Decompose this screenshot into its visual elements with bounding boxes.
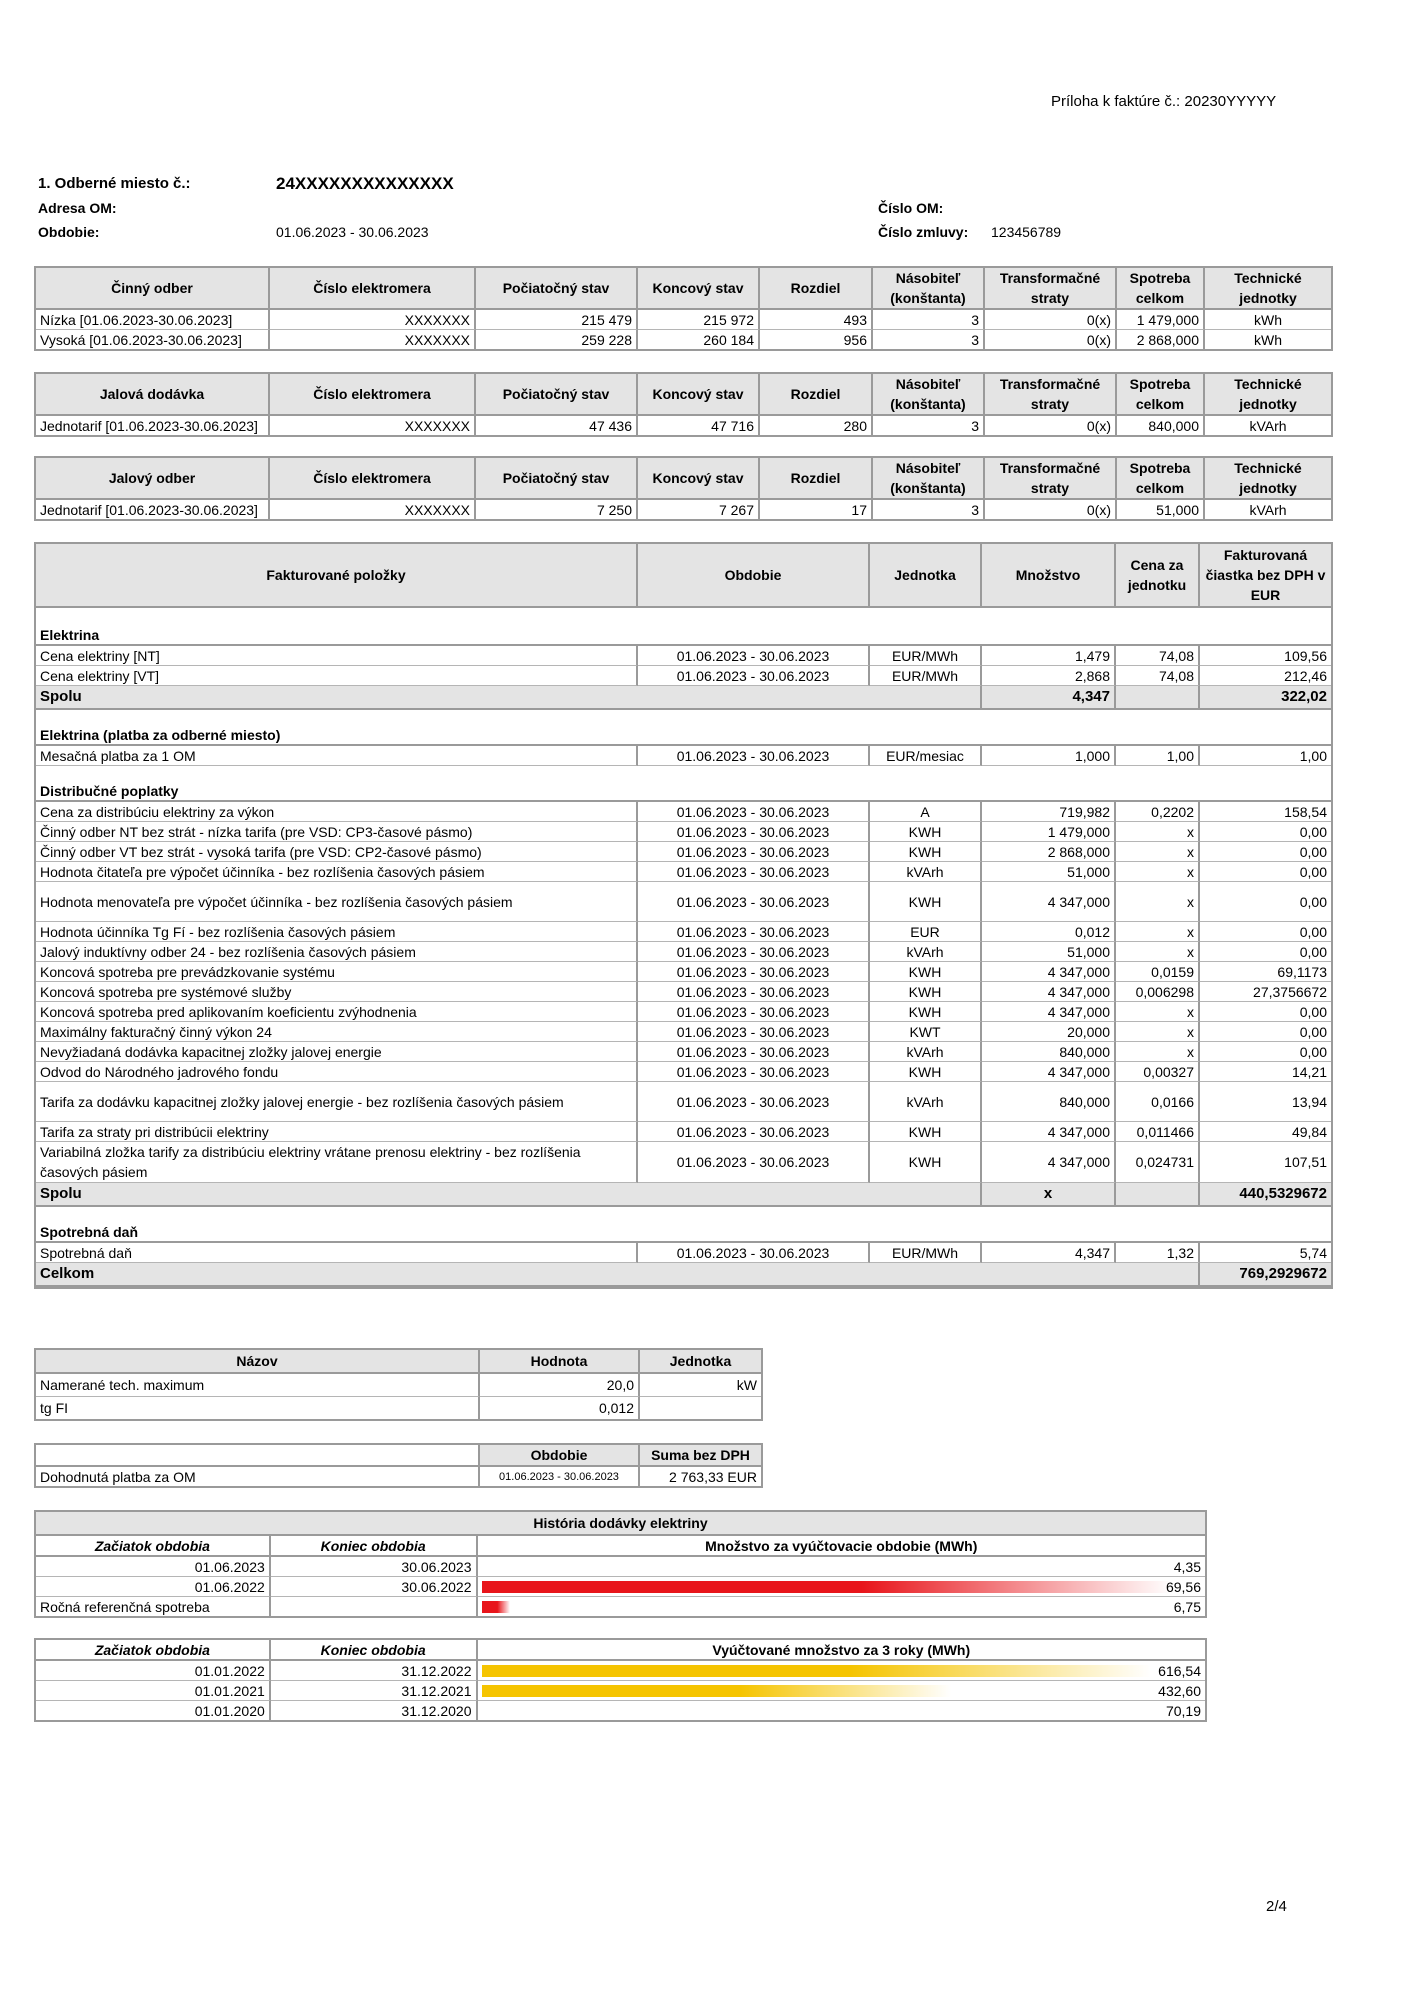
- column-header: Transformačné straty: [985, 374, 1117, 416]
- table-cell: Hodnota menovateľa pre výpočet účinníka - bez rozlíšenia časových pásiem: [36, 882, 638, 922]
- table-cell: 01.06.2023 - 30.06.2023: [638, 982, 870, 1002]
- contract-value: 123456789: [991, 224, 1062, 240]
- column-header: Rozdiel: [760, 374, 873, 416]
- bar-value: 69,56: [1165, 1578, 1201, 1595]
- table-cell: 01.06.2023 - 30.06.2023: [638, 1062, 870, 1082]
- table-cell: Spotrebná daň: [36, 1243, 638, 1263]
- table-cell: 14,21: [1200, 1062, 1331, 1082]
- table-row: [36, 822, 1331, 842]
- table-cell: KWH: [870, 1142, 982, 1183]
- table-cell: 01.06.2022: [36, 1577, 271, 1597]
- table-cell: 109,56: [1200, 646, 1331, 666]
- table-cell: 0,00: [1200, 842, 1331, 862]
- table-cell: Namerané tech. maximum: [36, 1374, 480, 1397]
- om-number-label: Číslo OM:: [878, 200, 944, 216]
- table-cell: 0,00: [1200, 1022, 1331, 1042]
- table-row: [36, 310, 1331, 330]
- table-cell: Mesačná platba za 1 OM: [36, 746, 638, 766]
- table-cell: KWH: [870, 1002, 982, 1022]
- column-header: Koniec obdobia: [271, 1640, 478, 1661]
- column-header: Jalový odber: [36, 458, 270, 500]
- column-header: Technické jednotky: [1205, 458, 1331, 500]
- table-cell: 49,84: [1200, 1122, 1331, 1142]
- table-cell: 4 347,000: [982, 1142, 1116, 1183]
- table-cell: x: [1116, 862, 1200, 882]
- table-row: [36, 1661, 1205, 1681]
- column-header: Rozdiel: [760, 458, 873, 500]
- table-row: [36, 882, 1331, 922]
- table-cell: 2,868: [982, 666, 1116, 686]
- table-cell: 0,00: [1200, 862, 1331, 882]
- column-header: Jednotka: [640, 1350, 761, 1374]
- table-cell: 01.06.2023 - 30.06.2023: [638, 962, 870, 982]
- table-cell: Maximálny fakturačný činný výkon 24: [36, 1022, 638, 1042]
- column-header: Násobiteľ (konštanta): [873, 458, 985, 500]
- table-cell: x: [1116, 882, 1200, 922]
- table-cell: XXXXXXX: [270, 500, 476, 519]
- grand-total-row: Celkom 769,2929672: [36, 1263, 1331, 1287]
- column-header: Obdobie: [638, 544, 870, 608]
- table-cell: 01.06.2023 - 30.06.2023: [638, 666, 870, 686]
- table-cell: 01.06.2023 - 30.06.2023: [638, 882, 870, 922]
- table-cell: 956: [760, 330, 873, 349]
- table-cell: 30.06.2023: [271, 1557, 478, 1577]
- table-cell: 4 347,000: [982, 1122, 1116, 1142]
- table-cell: 51,000: [982, 942, 1116, 962]
- table-cell: KWH: [870, 962, 982, 982]
- bar-value: 616,54: [1158, 1662, 1201, 1679]
- table-cell: 01.06.2023 - 30.06.2023: [638, 942, 870, 962]
- table-cell: 74,08: [1116, 666, 1200, 686]
- table-cell: kVArh: [1249, 501, 1287, 518]
- column-header: Spotreba celkom: [1117, 458, 1205, 500]
- column-header: Hodnota: [480, 1350, 640, 1374]
- om-value: 24XXXXXXXXXXXXXX: [276, 174, 454, 193]
- column-header: Číslo elektromera: [270, 268, 476, 310]
- table-cell: x: [1116, 942, 1200, 962]
- table-cell: kWh: [1254, 331, 1282, 348]
- table-cell: 0(x): [985, 330, 1117, 349]
- history-title: História dodávky elektriny: [36, 1512, 1205, 1536]
- table-cell: 3: [873, 330, 985, 349]
- table-cell: 51,000: [982, 862, 1116, 882]
- period-label: Obdobie:: [38, 224, 100, 240]
- table-row: [36, 416, 1331, 435]
- table-cell: Nevyžiadaná dodávka kapacitnej zložky jalovej energie: [36, 1042, 638, 1062]
- table-cell: x: [1116, 842, 1200, 862]
- table-cell: Koncová spotreba pre systémové služby: [36, 982, 638, 1002]
- bar-value: 432,60: [1158, 1682, 1201, 1699]
- table-cell: EUR/mesiac: [870, 746, 982, 766]
- table-cell: 31.12.2022: [271, 1661, 478, 1681]
- table-cell: 4 347,000: [982, 962, 1116, 982]
- table-cell: 1,32: [1116, 1243, 1200, 1263]
- bar-value: 4,35: [1173, 1558, 1201, 1575]
- table-cell: 0,00: [1200, 922, 1331, 942]
- column-header: Transformačné straty: [985, 458, 1117, 500]
- table-cell: 7 250: [476, 500, 638, 519]
- section-title: Elektrina (platba za odberné miesto): [36, 722, 1331, 746]
- table-cell: A: [870, 802, 982, 822]
- bar-cell: [478, 1661, 1206, 1681]
- table-cell: 0,00: [1200, 942, 1331, 962]
- table-cell: 215 479: [476, 310, 638, 330]
- column-header: Fakturované položky: [36, 544, 638, 608]
- bar-value: 70,19: [1165, 1702, 1201, 1719]
- table-cell: kVArh: [870, 942, 982, 962]
- table-cell: 20,0: [480, 1374, 640, 1397]
- table-cell: 3: [873, 416, 985, 435]
- table-row: [36, 1142, 1331, 1183]
- table-cell: KWH: [870, 822, 982, 842]
- column-header: Počiatočný stav: [476, 458, 638, 500]
- table-cell: 01.06.2023 - 30.06.2023: [638, 1142, 870, 1183]
- column-header: Technické jednotky: [1205, 268, 1331, 310]
- table-cell: 107,51: [1200, 1142, 1331, 1183]
- table-cell: 01.06.2023 - 30.06.2023: [638, 822, 870, 842]
- table-cell: 212,46: [1200, 666, 1331, 686]
- bar-cell: [478, 1557, 1206, 1577]
- active-consumption-table: [34, 266, 1333, 351]
- table-cell: 0,2202: [1116, 802, 1200, 822]
- table-cell: 20,000: [982, 1022, 1116, 1042]
- table-cell: 27,3756672: [1200, 982, 1331, 1002]
- table-cell: 01.06.2023 - 30.06.2023: [638, 862, 870, 882]
- period-value: 01.06.2023 - 30.06.2023: [276, 224, 429, 240]
- table-cell: Jednotarif [01.06.2023-30.06.2023]: [36, 500, 270, 519]
- column-header: Jednotka: [870, 544, 982, 608]
- table-row: [36, 802, 1331, 822]
- table-row: [36, 1082, 1331, 1122]
- bar-cell: [478, 1701, 1206, 1720]
- table-cell: x: [1116, 1022, 1200, 1042]
- column-header: Množstvo: [982, 544, 1116, 608]
- table-cell: KWH: [870, 1122, 982, 1142]
- table-cell: 1 479,000: [1117, 310, 1205, 330]
- table-cell: [271, 1597, 478, 1616]
- table-row: [36, 1002, 1331, 1022]
- column-header: Koncový stav: [638, 458, 760, 500]
- column-header: Násobiteľ (konštanta): [873, 268, 985, 310]
- table-cell: 493: [760, 310, 873, 330]
- table-row: [36, 1243, 1331, 1263]
- table-cell: 01.06.2023 - 30.06.2023: [638, 922, 870, 942]
- address-label: Adresa OM:: [38, 200, 117, 216]
- table-cell: x: [1116, 922, 1200, 942]
- table-row: [36, 1701, 1205, 1720]
- table-cell: kWh: [1205, 310, 1331, 330]
- table-cell: 719,982: [982, 802, 1116, 822]
- table-cell: 01.06.2023 - 30.06.2023: [638, 746, 870, 766]
- table-cell: XXXXXXX: [270, 310, 476, 330]
- table-cell: 13,94: [1200, 1082, 1331, 1122]
- table-row: [36, 330, 1331, 349]
- bar-cell: [478, 1577, 1206, 1597]
- table-cell: XXXXXXX: [270, 330, 476, 349]
- column-header: Násobiteľ (konštanta): [873, 374, 985, 416]
- table-cell: tg FI: [36, 1397, 480, 1419]
- table-row: [36, 1557, 1205, 1577]
- table-cell: 0(x): [985, 500, 1117, 519]
- table-cell: 4 347,000: [982, 1062, 1116, 1082]
- table-cell: 01.06.2023 - 30.06.2023: [638, 802, 870, 822]
- table-row: [36, 862, 1331, 882]
- table-cell: 0,00: [1200, 1002, 1331, 1022]
- table-cell: 0,00: [1200, 882, 1331, 922]
- table-cell: x: [1116, 822, 1200, 842]
- column-header: Číslo elektromera: [270, 458, 476, 500]
- table-cell: 51,000: [1117, 500, 1205, 519]
- table-cell: 01.06.2023: [36, 1557, 271, 1577]
- table-cell: 4 347,000: [982, 1002, 1116, 1022]
- table-row: [36, 646, 1331, 666]
- table-row: [36, 962, 1331, 982]
- table-cell: 01.06.2023 - 30.06.2023: [638, 1243, 870, 1263]
- column-header: Rozdiel: [760, 268, 873, 310]
- table-cell: 0,0159: [1116, 962, 1200, 982]
- table-row: [36, 922, 1331, 942]
- table-cell: 1,00: [1200, 746, 1331, 766]
- table-cell: 01.06.2023 - 30.06.2023: [638, 646, 870, 666]
- table-cell: 3: [873, 310, 985, 330]
- table-row: [36, 1681, 1205, 1701]
- table-row: [36, 1577, 1205, 1597]
- table-row: [36, 1062, 1331, 1082]
- table-row: [36, 1022, 1331, 1042]
- table-cell: 2 868,000: [1117, 330, 1205, 349]
- page-number: 2/4: [1266, 1898, 1287, 1915]
- column-header: Fakturovaná čiastka bez DPH v EUR: [1200, 544, 1331, 608]
- table-cell: KWT: [870, 1022, 982, 1042]
- table-cell: EUR/MWh: [870, 666, 982, 686]
- table-cell: Vysoká [01.06.2023-30.06.2023]: [36, 330, 270, 349]
- table-cell: EUR/MWh: [870, 1243, 982, 1263]
- table-cell: 158,54: [1200, 802, 1331, 822]
- table-cell: 01.06.2023 - 30.06.2023: [638, 1042, 870, 1062]
- table-cell: Tarifa za dodávku kapacitnej zložky jalovej energie - bez rozlíšenia časových pásiem: [36, 1082, 638, 1122]
- table-cell: 69,1173: [1200, 962, 1331, 982]
- table-cell: 31.12.2021: [271, 1681, 478, 1701]
- column-header: Koniec obdobia: [271, 1536, 478, 1557]
- reactive-supply-table: [34, 372, 1333, 437]
- column-header: Množstvo za vyúčtovacie obdobie (MWh): [478, 1536, 1206, 1557]
- table-cell: 0(x): [985, 310, 1117, 330]
- column-header: Číslo elektromera: [270, 374, 476, 416]
- table-cell: x: [1116, 1002, 1200, 1022]
- billing-items-table: [34, 542, 1333, 1289]
- section-title: Spotrebná daň: [36, 1219, 1331, 1243]
- table-cell: 0,0166: [1116, 1082, 1200, 1122]
- agreed-payment-table: [34, 1443, 763, 1488]
- history-table: [34, 1510, 1207, 1618]
- table-cell: 17: [760, 500, 873, 519]
- column-header: Počiatočný stav: [476, 268, 638, 310]
- column-header: Začiatok obdobia: [36, 1640, 271, 1661]
- contract-label: Číslo zmluvy:: [878, 224, 969, 240]
- column-header: Koncový stav: [638, 374, 760, 416]
- table-cell: Dohodnutá platba za OM: [36, 1467, 480, 1486]
- column-header: Činný odber: [36, 268, 270, 310]
- bar-cell: [478, 1597, 1206, 1616]
- table-cell: Jalový induktívny odber 24 - bez rozlíšenia časových pásiem: [36, 942, 638, 962]
- table-cell: [640, 1397, 761, 1419]
- table-cell: kVArh: [870, 862, 982, 882]
- column-header: Spotreba celkom: [1117, 268, 1205, 310]
- table-cell: 01.01.2021: [36, 1681, 271, 1701]
- table-cell: 2 763,33 EUR: [669, 1468, 757, 1485]
- table-cell: 1,00: [1116, 746, 1200, 766]
- table-cell: kVArh: [870, 1082, 982, 1122]
- history-bar: [482, 1665, 1151, 1677]
- table-cell: 01.06.2023 - 30.06.2023: [638, 1082, 870, 1122]
- table-cell: 1,000: [982, 746, 1116, 766]
- column-header: Začiatok obdobia: [36, 1536, 271, 1557]
- column-header: Spotreba celkom: [1117, 374, 1205, 416]
- column-header: Transformačné straty: [985, 268, 1117, 310]
- table-cell: x: [1116, 1042, 1200, 1062]
- table-cell: 30.06.2022: [271, 1577, 478, 1597]
- table-cell: 0,024731: [1116, 1142, 1200, 1183]
- table-cell: 259 228: [476, 330, 638, 349]
- table-cell: 2 868,000: [982, 842, 1116, 862]
- table-row: [36, 1374, 761, 1397]
- column-header: Názov: [36, 1350, 480, 1374]
- table-cell: Tarifa za straty pri distribúcii elektriny: [36, 1122, 638, 1142]
- table-cell: 5,74: [1200, 1243, 1331, 1263]
- table-cell: KWH: [870, 882, 982, 922]
- table-cell: Nízka [01.06.2023-30.06.2023]: [36, 310, 270, 330]
- column-header: Koncový stav: [638, 268, 760, 310]
- table-cell: 0,012: [480, 1397, 640, 1419]
- history-3y-table: [34, 1638, 1207, 1722]
- table-cell: EUR/MWh: [870, 646, 982, 666]
- table-cell: 3: [873, 500, 985, 519]
- table-cell: 01.06.2023 - 30.06.2023: [638, 842, 870, 862]
- table-cell: 47 716: [638, 416, 760, 435]
- table-cell: 1,479: [982, 646, 1116, 666]
- table-cell: 31.12.2020: [271, 1701, 478, 1720]
- om-label: 1. Odberné miesto č.:: [38, 175, 191, 192]
- table-cell: 74,08: [1116, 646, 1200, 666]
- table-cell: 1 479,000: [982, 822, 1116, 842]
- table-cell: 4,347: [982, 1243, 1116, 1263]
- table-row: [36, 1467, 761, 1486]
- table-cell: KWH: [870, 982, 982, 1002]
- section-title: Distribučné poplatky: [36, 778, 1331, 802]
- table-cell: 0,00: [1200, 1042, 1331, 1062]
- column-header: Počiatočný stav: [476, 374, 638, 416]
- table-row: [36, 1042, 1331, 1062]
- table-row: [36, 942, 1331, 962]
- column-header: Technické jednotky: [1205, 374, 1331, 416]
- table-cell: kVArh: [870, 1042, 982, 1062]
- table-cell: Koncová spotreba pred aplikovaním koeficientu zvýhodnenia: [36, 1002, 638, 1022]
- table-cell: Koncová spotreba pre prevádzkovanie systému: [36, 962, 638, 982]
- table-row: [36, 666, 1331, 686]
- table-cell: 260 184: [638, 330, 760, 349]
- table-cell: 840,000: [1117, 416, 1205, 435]
- column-header: Suma bez DPH: [640, 1445, 761, 1467]
- section-title: Elektrina: [36, 622, 1331, 646]
- table-cell: Cena elektriny [VT]: [36, 666, 638, 686]
- table-cell: Hodnota účinníka Tg Fí - bez rozlíšenia časových pásiem: [36, 922, 638, 942]
- table-cell: 0,00327: [1116, 1062, 1200, 1082]
- attachment-label: Príloha k faktúre č.: 20230YYYYY: [1051, 93, 1277, 110]
- table-row: [36, 1397, 761, 1419]
- table-cell: 4 347,000: [982, 982, 1116, 1002]
- table-cell: KWH: [870, 842, 982, 862]
- table-cell: Ročná referenčná spotreba: [36, 1597, 271, 1616]
- table-cell: XXXXXXX: [270, 416, 476, 435]
- table-cell: 4 347,000: [982, 882, 1116, 922]
- bar-value: 6,75: [1173, 1598, 1201, 1615]
- table-cell: EUR: [870, 922, 982, 942]
- table-cell: 0(x): [985, 416, 1117, 435]
- table-cell: Činný odber NT bez strát - nízka tarifa (pre VSD: CP3-časové pásmo): [36, 822, 638, 842]
- table-row: [36, 1122, 1331, 1142]
- table-cell: 280: [760, 416, 873, 435]
- table-cell: 01.06.2023 - 30.06.2023: [638, 1022, 870, 1042]
- column-header: Cena za jednotku: [1116, 544, 1200, 608]
- column-header: Jalová dodávka: [36, 374, 270, 416]
- history-bar: [482, 1581, 1172, 1593]
- table-row: [36, 746, 1331, 766]
- table-cell: kW: [640, 1374, 761, 1397]
- history-bar: [482, 1601, 510, 1613]
- table-cell: 01.01.2020: [36, 1701, 271, 1720]
- history-bar: [482, 1685, 951, 1697]
- table-cell: 0,011466: [1116, 1122, 1200, 1142]
- table-cell: 840,000: [982, 1042, 1116, 1062]
- sum-row: Spolu 4,347 322,02: [36, 686, 1331, 710]
- table-cell: 0,012: [982, 922, 1116, 942]
- bar-cell: [478, 1681, 1206, 1701]
- table-cell: Variabilná zložka tarify za distribúciu elektriny vrátane prenosu elektriny - bez rozlíšenia časových pásiem: [36, 1142, 638, 1183]
- sum-row: Spolu x 440,5329672: [36, 1183, 1331, 1207]
- table-cell: Cena za distribúciu elektriny za výkon: [36, 802, 638, 822]
- table-cell: 215 972: [638, 310, 760, 330]
- table-cell: 01.01.2022: [36, 1661, 271, 1681]
- table-row: [36, 842, 1331, 862]
- table-row: [36, 1597, 1205, 1616]
- table-cell: kVArh: [1249, 417, 1287, 434]
- table-cell: 7 267: [638, 500, 760, 519]
- reactive-draw-table: [34, 456, 1333, 521]
- table-cell: 47 436: [476, 416, 638, 435]
- table-cell: Hodnota čitateľa pre výpočet účinníka - bez rozlíšenia časových pásiem: [36, 862, 638, 882]
- table-cell: KWH: [870, 1062, 982, 1082]
- table-cell: 01.06.2023 - 30.06.2023: [638, 1002, 870, 1022]
- table-cell: 01.06.2023 - 30.06.2023: [480, 1467, 640, 1486]
- table-cell: 0,006298: [1116, 982, 1200, 1002]
- tech-values-table: [34, 1348, 763, 1421]
- table-row: [36, 500, 1331, 519]
- table-cell: 840,000: [982, 1082, 1116, 1122]
- table-cell: Činný odber VT bez strát - vysoká tarifa (pre VSD: CP2-časové pásmo): [36, 842, 638, 862]
- column-header: Vyúčtované množstvo za 3 roky (MWh): [478, 1640, 1206, 1661]
- column-header: Obdobie: [480, 1445, 640, 1467]
- table-cell: 0,00: [1200, 822, 1331, 842]
- table-row: [36, 982, 1331, 1002]
- table-cell: Jednotarif [01.06.2023-30.06.2023]: [36, 416, 270, 435]
- table-cell: Cena elektriny [NT]: [36, 646, 638, 666]
- table-cell: 01.06.2023 - 30.06.2023: [638, 1122, 870, 1142]
- table-cell: Odvod do Národného jadrového fondu: [36, 1062, 638, 1082]
